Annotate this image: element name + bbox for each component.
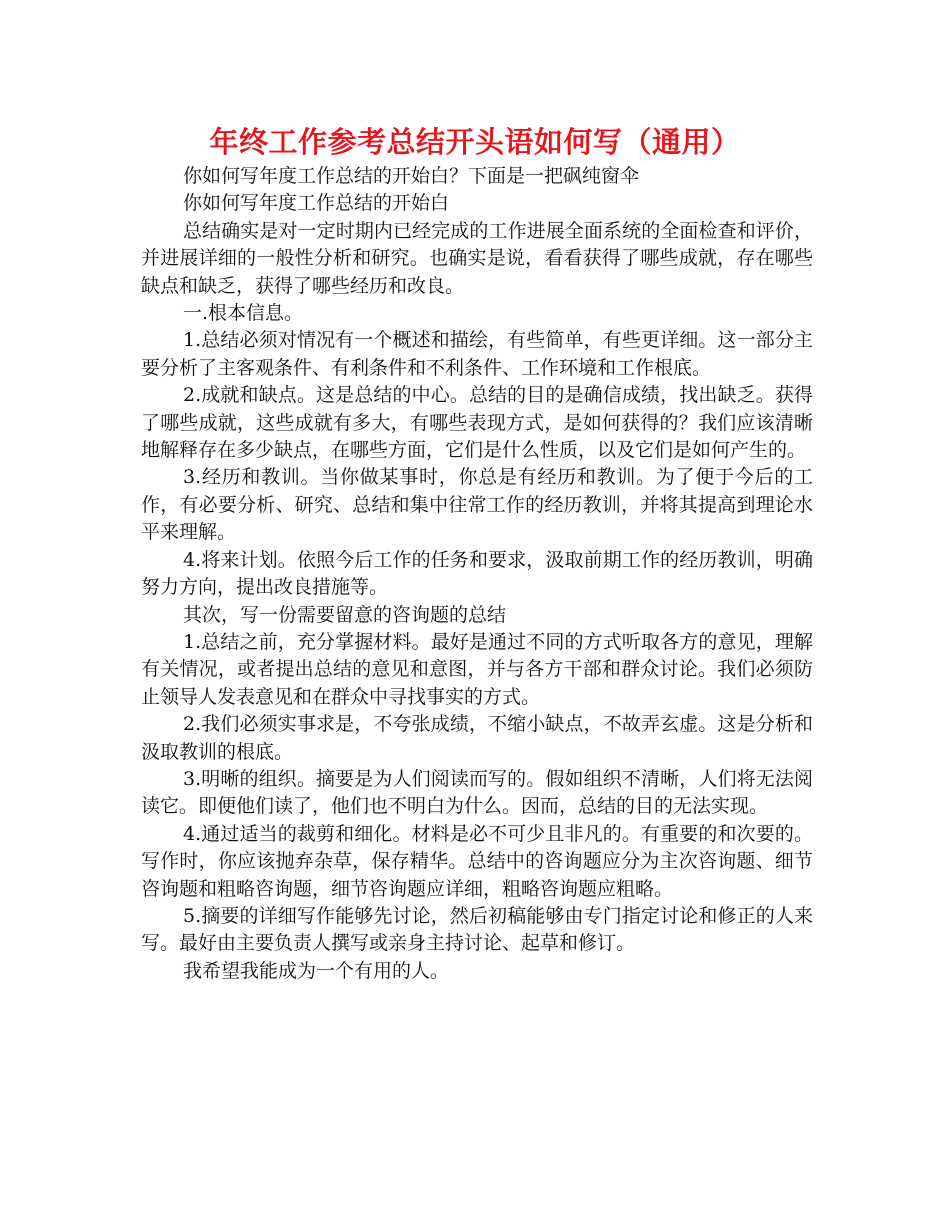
paragraph: 4.将来计划。依照今后工作的任务和要求，汲取前期工作的经历教训，明确努力方向，提出改良措施等。 [141,548,813,599]
paragraph: 你如何写年度工作总结的开始白 [183,192,450,215]
paragraph: 1.总结之前，充分掌握材料。最好是通过不同的方式听取各方的意见，理解有关情况，或者提出总结的意见和意图，并与各方干部和群众讨论。我们必须防止领导人发表意见和在群众中寻找事实的方式。 [141,630,813,708]
paragraph: 2.我们必须实事求是，不夸张成绩，不缩小缺点，不故弄玄虚。这是分析和汲取教训的根底。 [141,713,813,763]
paragraph: 5.摘要的详细写作能够先讨论，然后初稿能够由专门指定讨论和修正的人来写。最好由主要负责人撰写或亲身主持讨论、起草和修订。 [141,904,813,955]
paragraph: 总结确实是对一定时期内已经完成的工作进展全面系统的全面检查和评价，并进展详细的一般性分析和研究。也确实是说，看看获得了哪些成就，存在哪些缺点和缺乏，获得了哪些经历和改良。 [141,219,813,297]
paragraph: 2.成就和缺点。这是总结的中心。总结的目的是确信成绩，找出缺乏。获得了哪些成就，这些成就有多大，有哪些表现方式，是如何获得的？我们应该清晰地解释存在多少缺点，在哪些方面，它们是什么性质，以及它们是如何产生的。 [141,384,813,462]
paragraph: 4.通过适当的裁剪和细化。材料是必不可少且非凡的。有重要的和次要的。写作时，你应该抛弃杂草，保存精华。总结中的咨询题应分为主次咨询题、细节咨询题和粗略咨询题，细节咨询题应详细，粗略咨询题应粗略。 [141,822,813,900]
section-heading: 其次，写一份需要留意的咨询题的总结 [183,603,507,626]
paragraph: 我希望我能成为一个有用的人。 [183,959,450,982]
document-title: 年终工作参考总结开头语如何写（通用） [209,125,741,159]
document-body [141,163,813,985]
paragraph: 你如何写年度工作总结的开始白？下面是一把砜纯窗伞 [183,165,640,187]
paragraph: 1.总结必须对情况有一个概述和描绘，有些简单，有些更详细。这一部分主要分析了主客观条件、有利条件和不利条件、工作环境和工作根底。 [141,329,813,379]
section-heading: 一.根本信息。 [183,302,304,325]
paragraph: 3.明晰的组织。摘要是为人们阅读而写的。假如组织不清晰，人们将无法阅读它。即便他们读了，他们也不明白为什么。因而，总结的目的无法实现。 [141,767,813,818]
paragraph: 3.经历和教训。当你做某事时，你总是有经历和教训。为了便于今后的工作，有必要分析、研究、总结和集中往常工作的经历教训，并将其提高到理论水平来理解。 [141,466,813,544]
